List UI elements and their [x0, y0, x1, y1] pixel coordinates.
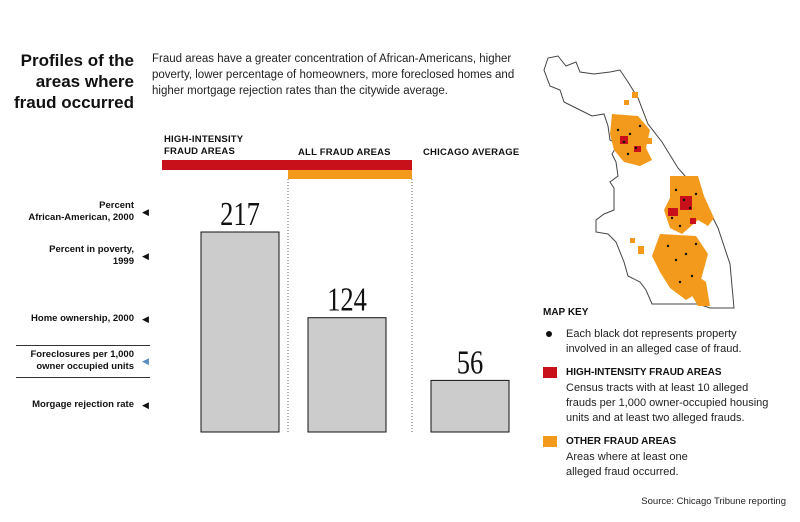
page-title: Profiles of the areas where fraud occurred [14, 51, 134, 112]
row-label-home-ownership[interactable]: Home ownership, 2000 [31, 313, 134, 324]
column-header-high-intensity[interactable]: HIGH-INTENSITY FRAUD AREAS [164, 134, 244, 157]
map-key-dot-text: Each black dot represents property involved in an alleged case of fraud. [566, 328, 742, 355]
row-arrow-mortgage-rejection[interactable]: ◀ [142, 400, 149, 410]
source-note: Source: Chicago Tribune reporting [641, 496, 786, 507]
bar-3 [431, 380, 509, 432]
map-key-high-title: HIGH-INTENSITY FRAUD AREAS [566, 367, 722, 378]
chicago-map[interactable] [520, 50, 790, 320]
row-arrow-african-american[interactable]: ◀ [142, 207, 149, 217]
map-key-high-text: Census tracts with at least 10 alleged frauds per 1,000 owner-occupied housing units and at least two alleged frauds. [566, 382, 769, 424]
other-fraud-swatch-icon [543, 436, 557, 447]
bar-1 [201, 232, 279, 432]
column-header-all-fraud[interactable]: ALL FRAUD AREAS [298, 147, 391, 158]
high-intensity-header-band [162, 160, 412, 170]
high-intensity-swatch-icon [543, 367, 557, 378]
bar-value-label-1: 217 [220, 194, 260, 233]
city-outline [544, 56, 734, 308]
row-arrow-home-ownership[interactable]: ◀ [142, 314, 149, 324]
all-fraud-header-band [288, 170, 412, 179]
bar-2 [308, 318, 386, 432]
row-label-foreclosures[interactable]: Foreclosures per 1,000 owner occupied units [30, 349, 134, 372]
row-label-african-american[interactable]: Percent African-American, 2000 [28, 200, 134, 223]
bar-value-label-3: 56 [456, 343, 484, 382]
map-key-other-title: OTHER FRAUD AREAS [566, 436, 677, 447]
row-arrow-foreclosures-selected[interactable]: ◀ [142, 356, 149, 366]
map-key-other-text: Areas where at least one alleged fraud occurred. [566, 451, 688, 478]
row-label-poverty[interactable]: Percent in poverty, 1999 [49, 244, 134, 267]
bar-value-label-2: 124 [327, 280, 367, 319]
map-key-title: MAP KEY [543, 307, 589, 318]
row-arrow-poverty[interactable]: ◀ [142, 251, 149, 261]
intro-text: Fraud areas have a greater concentration of African-Americans, higher poverty, lower percentage of homeowners, more foreclosed homes and higher mortgage rejection rates than the citywide average. [152, 53, 515, 97]
dot-icon [546, 331, 552, 337]
column-header-chicago-average[interactable]: CHICAGO AVERAGE [423, 147, 520, 158]
row-label-mortgage-rejection[interactable]: Morgage rejection rate [32, 399, 134, 410]
